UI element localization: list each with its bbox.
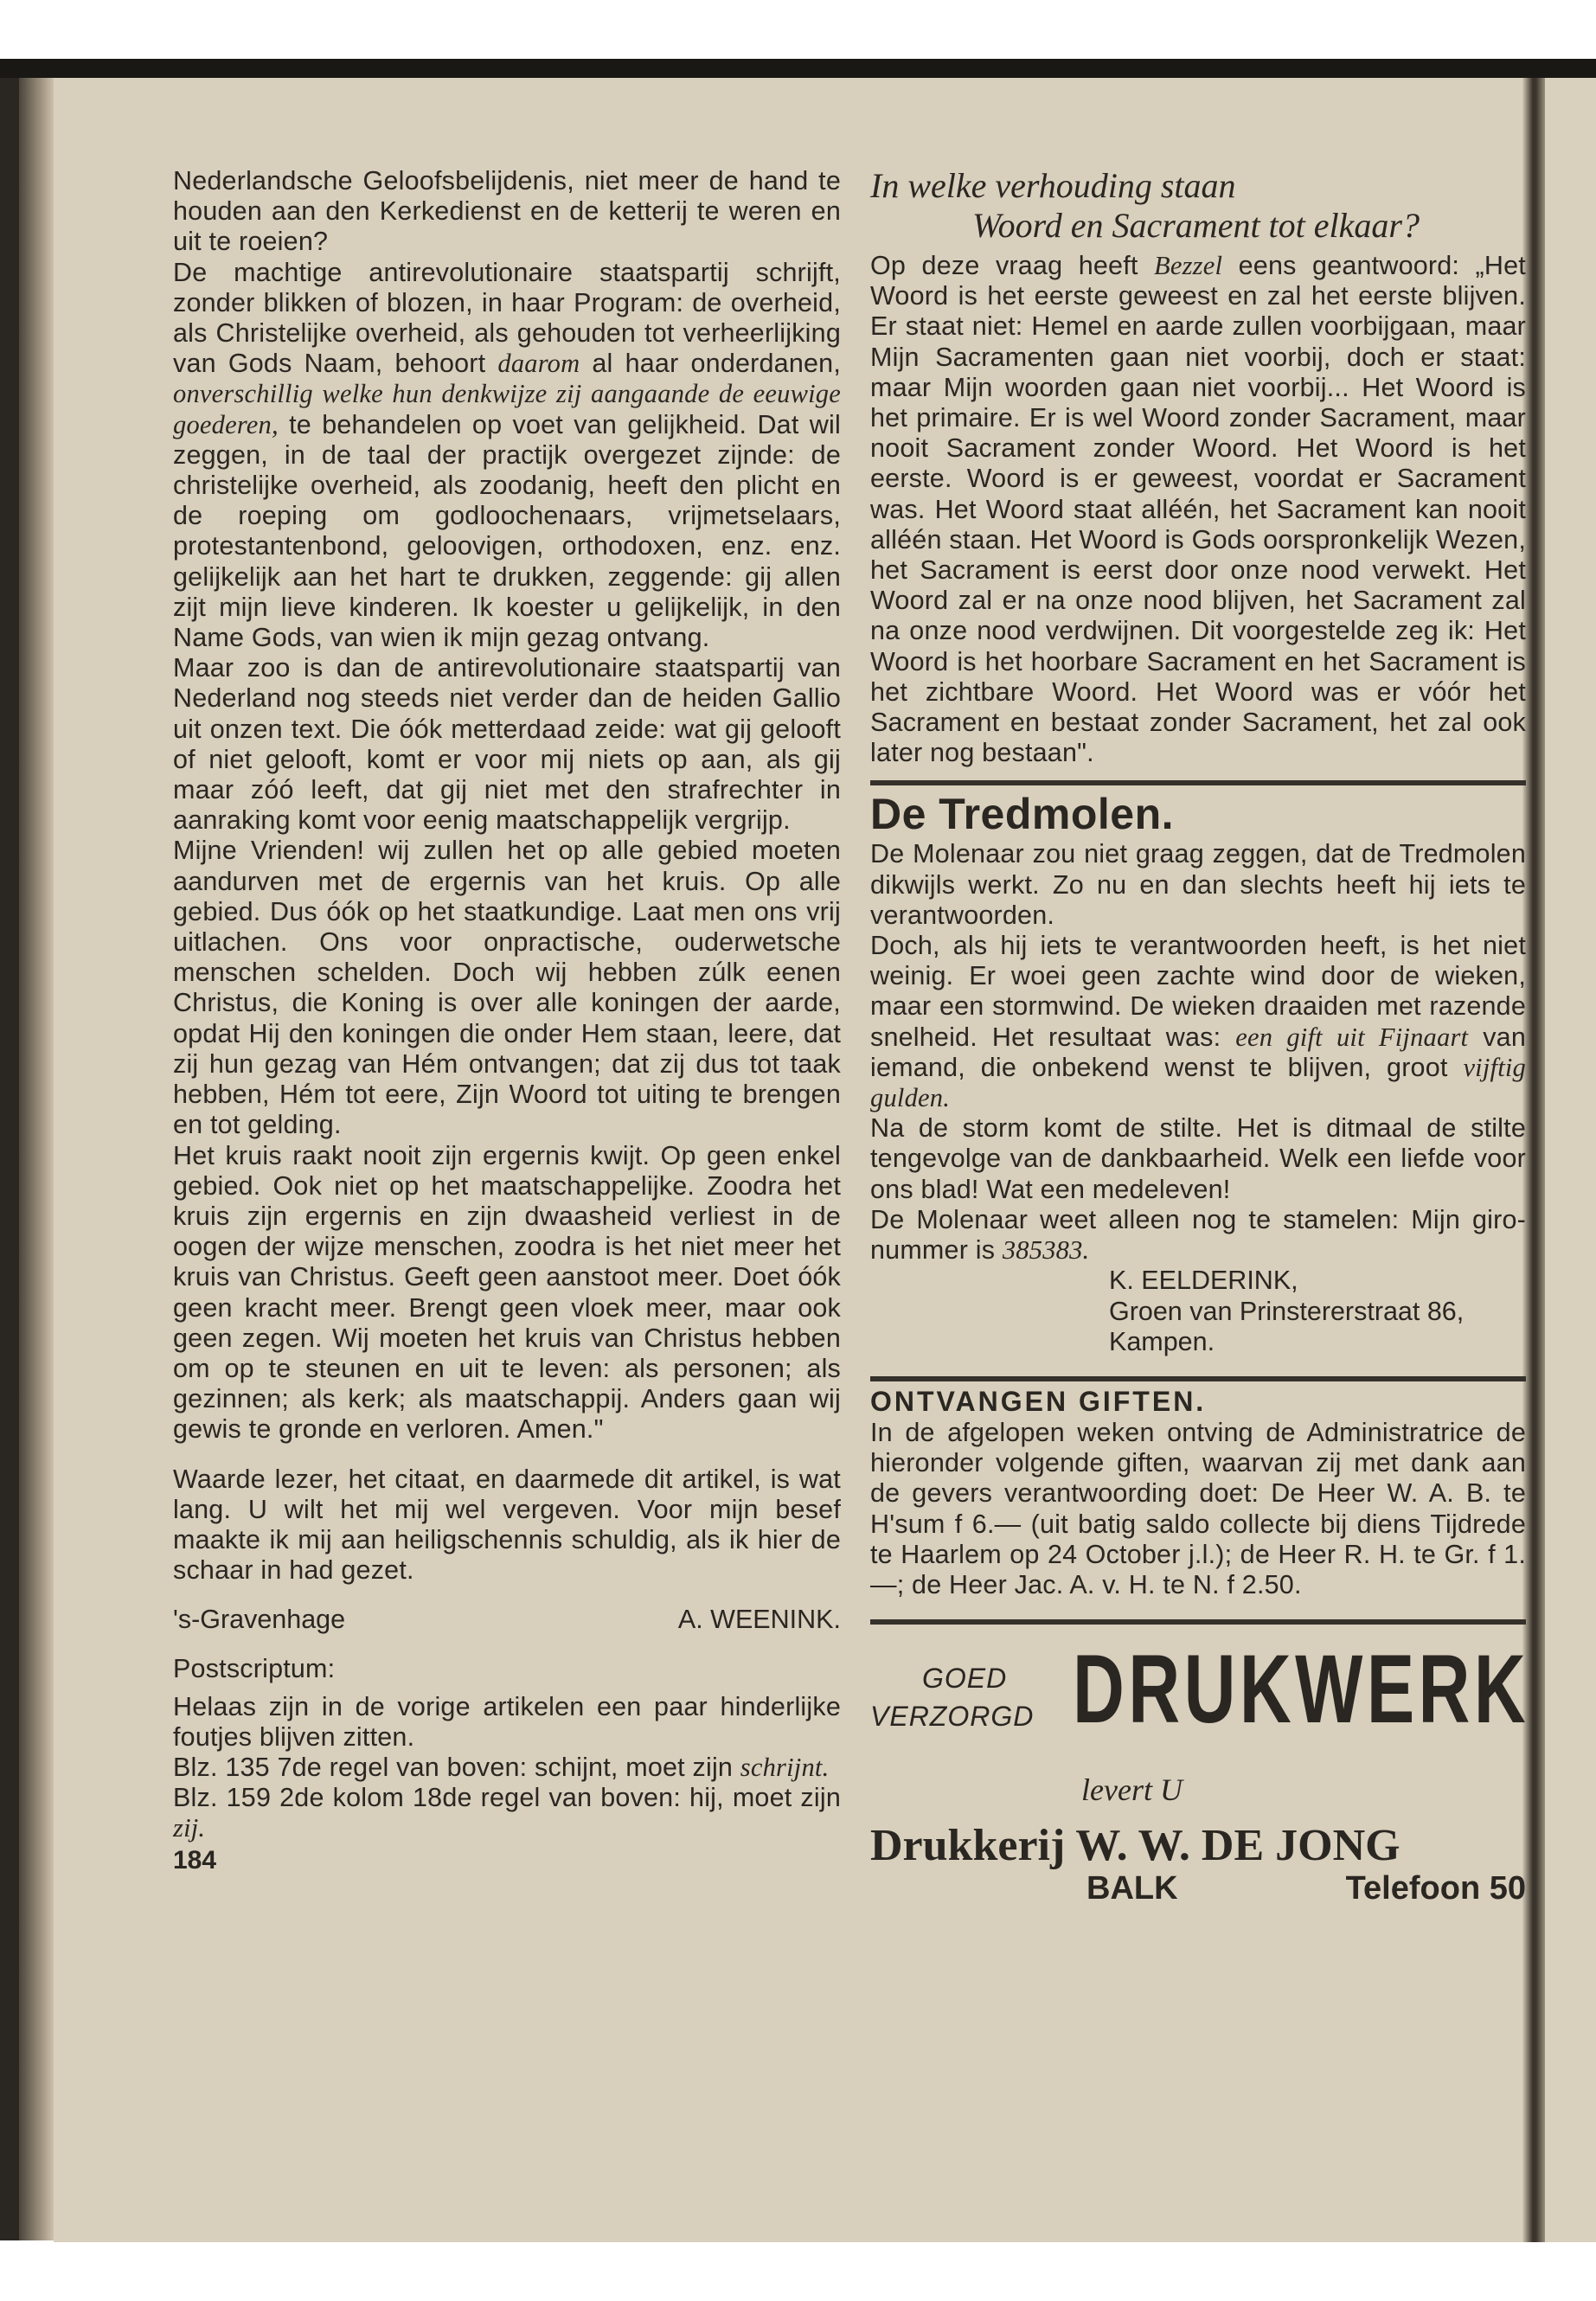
section-title: De Tredmolen. <box>870 790 1175 839</box>
paragraph: De Molenaar zou niet graag zeggen, dat de Tredmolen dikwijls werkt. Zo nu en dan slechts heeft hij iets te verantwoorden. <box>870 839 1526 930</box>
page-number: 184 <box>173 1845 217 1875</box>
paragraph: Het kruis raakt nooit zijn ergernis kwijt. Op geen enkel gebied. Ook niet op het maatschappelijke. Zoodra het kruis zijn ergernis en zijn dwaasheid verliest in de oogen der wijze menschen, zoodra is het niet meer het kruis van Christus. Geeft geen aanstoot meer. Doet óók geen kracht meer. Brengt geen vloek meer, maar ook geen zegen. Wij moeten het kruis van Christus hebben om op te steunen en uit te leven: als personen; als gezinnen; als kerk; als maatschappij. Anders gaan wij gewis te gronde en verloren. Amen." <box>173 1140 841 1445</box>
paragraph: Nederlandsche Geloofsbelijdenis, niet meer de hand te houden aan den Kerkedienst en de ketterij te weren en uit te roeien? <box>173 166 841 257</box>
ad-company: Drukkerij W. W. DE JONG <box>870 1821 1401 1871</box>
ad-rule <box>870 1619 1526 1625</box>
closing-paragraph: Waarde lezer, het citaat, en daarmede dit artikel, is wat lang. U wilt het mij wel vergeven. Voor mijn besef maakte ik mij aan heiligschennis schuldig, als ik hier de schaar in had gezet. <box>173 1464 841 1586</box>
article-heading-line2: Woord en Sacrament tot elkaar? <box>972 206 1420 245</box>
postscript-text: Helaas zijn in de vorige artikelen een paar hinderlijke foutjes blijven zitten. <box>173 1691 841 1752</box>
ad-verzorgd: VERZORGD <box>870 1701 1035 1733</box>
advertisement <box>870 1619 1530 1907</box>
paragraph: Mijne Vrienden! wij zullen het op alle gebied moeten aandurven met de ergernis van het kruis. Op alle gebied. Dus óók op het staatkundige. Laat men ons vrij uitlachen. Ons voor onpractische, ouderwetsche menschen schelden. Doch wij hebben zúlk eenen Christus, die Koning is over alle koningen der aarde, opdat Hij den koningen die onder Hem staan, leere, dat zij hun gezag van Hém ontvangen; dat zij dus tot taak hebben, Hém tot eere, Zijn Woord tot uiting te brengen en tot gelding. <box>173 836 841 1140</box>
paragraph: Maar zoo is dan de antirevolutionaire staatspartij van Nederland nog steeds niet verder dan de heiden Gallio uit onzen text. Die óók metterdaad zeide: wat gij gelooft of niet gelooft, komt er voor mij niets op aan, als gij maar zóó leeft, dat gij niet met den strafrechter in aanraking komt voor eenig maatschappelijk vergrijp. <box>173 653 841 836</box>
section-rule <box>870 1376 1526 1381</box>
paragraph: De Molenaar weet alleen nog te stamelen: Mijn giro-nummer is 385383. <box>870 1204 1526 1266</box>
ad-town: BALK <box>1086 1870 1178 1907</box>
italic-phrase: onverschillig welke hun denkwijze zij aangaande de eeuwige goederen, <box>173 379 841 439</box>
place: 's-Gravenhage <box>173 1605 346 1635</box>
signature-line <box>173 1605 841 1635</box>
paragraph: Op deze vraag heeft Bezzel eens geantwoord: „Het Woord is het eerste geweest en zal het eerste blijven. Er staat niet: Hemel en aarde zullen voorbijgaan, maar Mijn Sacramenten gaan niet voorbij, doch er staat: maar Mijn woorden gaan niet voorbij... Het Woord is het primaire. Er is wel Woord zonder Sacrament, maar nooit Sacrament zonder Woord. Het Woord is het eerste. Woord is er geweest, voordat er Sacrament was. Het Woord staat alléén, het Sacrament kan nooit alléén staan. Het Woord is Gods oorspronkelijk Wezen, het Sacrament is eerst door onze nood verwekt. Het Woord zal er na onze nood blijven, het Sacrament zal na onze nood verdwijnen. Dit voorgestelde zeg ik: Het Woord is het hoorbare Sacrament en het Sacrament is het zichtbare Woord. Het Woord was er vóór het Sacrament en bestaat zonder Sacrament, het zal ook later nog bestaan". <box>870 251 1526 768</box>
scan-margin-top <box>0 0 1596 59</box>
postscript-correction: Blz. 159 2de kolom 18de regel van boven: hij, moet zijn zij. <box>173 1783 841 1843</box>
paragraph: De machtige antirevolutionaire staatspartij schrijft, zonder blikken of blozen, in haar Program: de overheid, als Christelijke overheid, als gehouden tot verheerlijking van Gods Naam, behoort daarom al haar onderdanen, onverschillig welke hun denkwijze zij aangaande de eeuwige goederen, te behandelen op voet van gelijkheid. Dat wil zeggen, in de taal der practijk overgezet zijnde: de christelijke overheid, als zoodanig, heeft den plicht en de roeping om godloochenaars, vrijmetselaars, protestantenbond, geloovigen, orthodoxen, enz. enz. gelijkelijk aan het hart te drukken, zeggende: gij allen zijt mijn lieve kinderen. Ik koester u gelijkelijk, in den Name Gods, van wien ik mijn gezag ontvang. <box>173 257 841 653</box>
right-column <box>870 166 1530 1907</box>
paragraph: Doch, als hij iets te verantwoorden heeft, is het niet weinig. Er woei geen zachte wind door de wieken, maar een stormwind. De wieken draaiden met razende snelheid. Het resultaat was: een gift uit Fijnaart van iemand, die onbekend wenst te blijven, groot vijftig gulden. <box>870 931 1526 1113</box>
adjacent-page-sliver <box>1545 78 1596 2242</box>
page-binding-shadow <box>19 78 54 2240</box>
paragraph: In de afgelopen weken ontving de Administratrice de hieronder volgende giften, waarvan zij met dank aan de gevers verantwoording doet: De Heer W. A. B. te H'sum f 6.— (uit batig saldo collecte bij diens Tijdrede te Haarlem op 24 October j.l.); de Heer R. H. te Gr. f 1.—; de Heer Jac. A. v. H. te N. f 2.50. <box>870 1417 1526 1599</box>
ad-phone: Telefoon 50 <box>1345 1870 1526 1907</box>
address-block: K. EELDERINK, Groen van Prinstererstraat 86, Kampen. <box>1109 1266 1465 1356</box>
ad-levert: levert U <box>1081 1772 1183 1808</box>
paragraph: Na de storm komt de stilte. Het is ditmaal de stilte tengevolge van de dankbaarheid. Welk een liefde voor ons blad! Wat een medeleven! <box>870 1113 1526 1204</box>
section-title: ONTVANGEN GIFTEN. <box>870 1385 1207 1417</box>
article-heading-line1: In welke verhouding staan <box>870 166 1236 205</box>
postscript-title: Postscriptum: <box>173 1654 336 1684</box>
postscript-correction: Blz. 135 7de regel van boven: schijnt, moet zijn schrijnt. <box>173 1752 830 1782</box>
scan-top-edge <box>0 59 1596 78</box>
ad-drukwerk: DRUKWERK <box>1073 1635 1530 1744</box>
section-rule <box>870 780 1526 785</box>
scan-margin-bottom <box>0 2242 1596 2301</box>
author: A. WEENINK. <box>677 1605 841 1635</box>
scan-left-edge <box>0 78 19 2240</box>
italic-phrase: daarom <box>497 349 580 379</box>
ad-goed: GOED <box>922 1663 1008 1695</box>
left-column <box>173 166 841 1875</box>
